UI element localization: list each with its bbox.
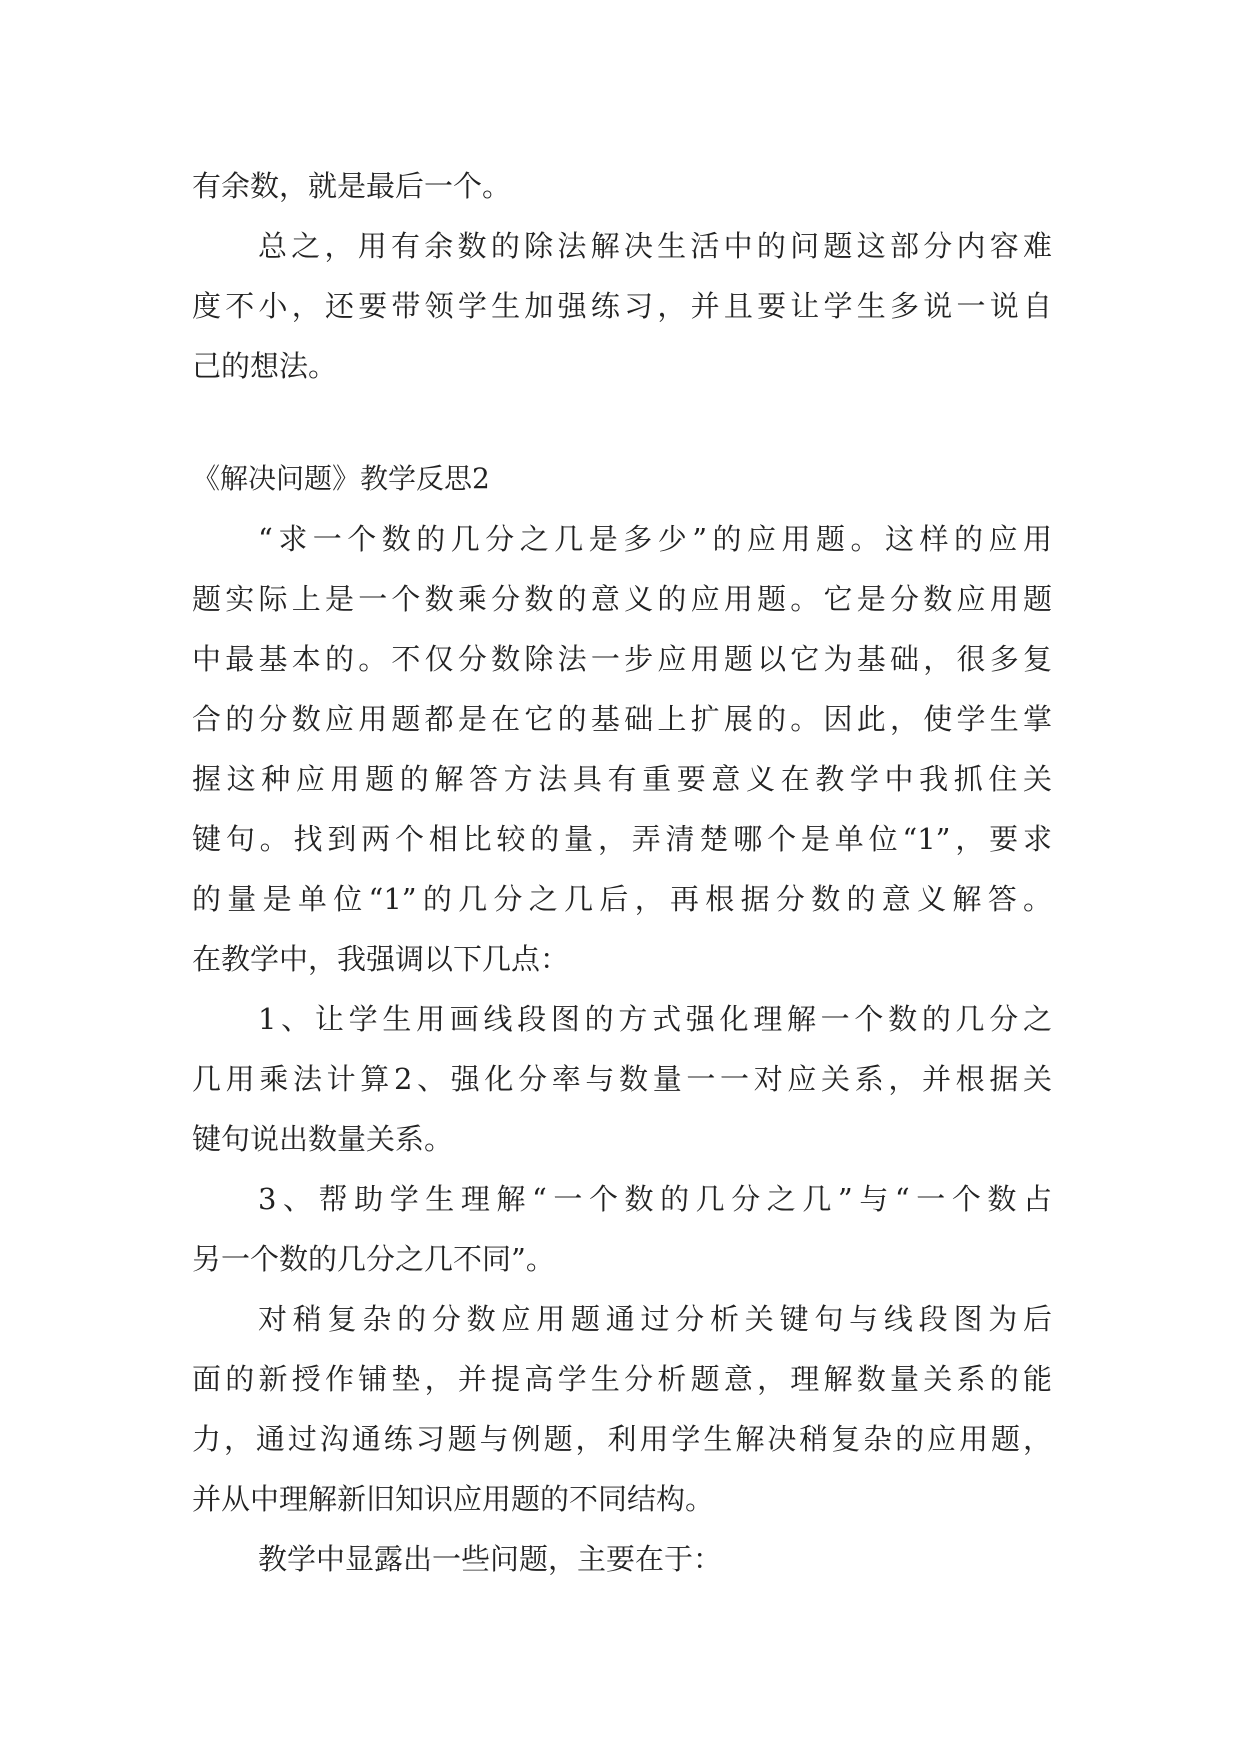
paragraph-line: 另一个数的几分之几不同”。 [192, 1242, 555, 1276]
paragraph-line: 面的新授作铺垫，并提高学生分析题意，理解数量关系的能 [192, 1362, 1052, 1396]
paragraph-line: 对稍复杂的分数应用题通过分析关键句与线段图为后 [258, 1302, 1052, 1336]
paragraph-line: 题实际上是一个数乘分数的意义的应用题。它是分数应用题 [192, 582, 1052, 616]
paragraph-line: 中最基本的。不仅分数除法一步应用题以它为基础，很多复 [192, 642, 1052, 676]
paragraph-line: 3、帮助学生理解“一个数的几分之几”与“一个数占 [258, 1182, 1052, 1216]
section-heading: 《解决问题》教学反思2 [192, 462, 490, 495]
paragraph-line: 度不小，还要带领学生加强练习，并且要让学生多说一说自 [192, 289, 1052, 323]
paragraph-line: 力，通过沟通练习题与例题，利用学生解决稍复杂的应用题， [192, 1422, 1052, 1456]
paragraph-line: 在教学中，我强调以下几点： [192, 942, 570, 976]
paragraph-line: 键句说出数量关系。 [192, 1122, 454, 1156]
paragraph-line: 并从中理解新旧知识应用题的不同结构。 [192, 1482, 715, 1516]
paragraph-line: 己的想法。 [192, 349, 338, 383]
paragraph-line: 的量是单位“1”的几分之几后，再根据分数的意义解答。 [192, 882, 1052, 916]
paragraph-line: 有余数，就是最后一个。 [192, 169, 512, 203]
paragraph-line: “求一个数的几分之几是多少”的应用题。这样的应用 [258, 522, 1052, 556]
paragraph-line: 1、让学生用画线段图的方式强化理解一个数的几分之 [258, 1002, 1052, 1036]
paragraph-line: 合的分数应用题都是在它的基础上扩展的。因此，使学生掌 [192, 702, 1052, 736]
paragraph-line: 几用乘法计算2、强化分率与数量一一对应关系，并根据关 [192, 1062, 1052, 1096]
paragraph-line: 教学中显露出一些问题，主要在于： [258, 1542, 723, 1576]
paragraph-line: 键句。找到两个相比较的量，弄清楚哪个是单位“1”，要求 [192, 822, 1052, 856]
paragraph-line: 握这种应用题的解答方法具有重要意义在教学中我抓住关 [192, 762, 1052, 796]
paragraph-line: 总之，用有余数的除法解决生活中的问题这部分内容难 [258, 229, 1052, 263]
